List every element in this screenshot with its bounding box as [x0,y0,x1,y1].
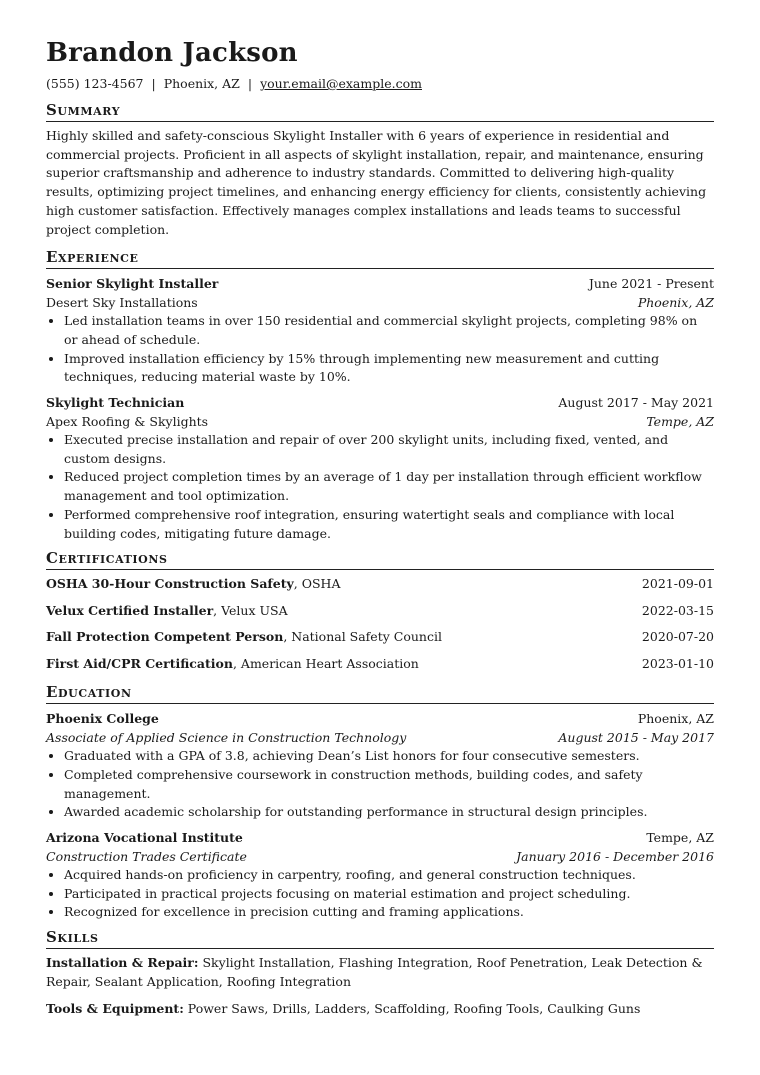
bullet-item: • Performed comprehensive roof integration, ensuring watertight seals and compliance with local building codes, mitigating future damage. [64,506,714,543]
job-entry [46,393,714,543]
skills-section [46,954,714,1018]
certification-date: 2023-01-10 [641,655,714,671]
bullet-item: • Led installation teams in over 150 residential and commercial skylight projects, completing 98% on or ahead of schedule. [64,312,714,349]
bullet-item: • Reduced project completion times by an average of 1 day per installation through efficient workflow management and tool optimization. [64,468,714,505]
job-title-row [46,274,714,293]
bullet-item: • Acquired hands-on proficiency in carpentry, roofing, and general construction techniques. [64,866,714,885]
skill-category: Installation & Repair: [46,955,199,971]
degree-row [46,847,714,866]
school-location: Phoenix, AZ [637,711,714,727]
summary-text: Highly skilled and safety-conscious Skylight Installer with 6 years of experience in residential and commercial projects. Proficient in all aspects of skylight installation, repair, and maintenance, ensuring superior craftsmanship and adherence to industry standards. Committed to delivering high-quality results, optimizing project timelines, and enhancing energy efficiency for clients, consistently achieving high customer satisfaction. Effectively manages complex installations and leads teams to successful project completion. [46,128,707,237]
job-dates: August 2017 - May 2021 [558,395,714,411]
bullet-item: • Graduated with a GPA of 3.8, achieving Dean’s List honors for four consecutive semesters. [64,747,714,766]
bullet-item: • Completed comprehensive coursework in construction methods, building codes, and safety management. [64,766,714,803]
certification-date: 2022-03-15 [641,602,714,618]
job-company-row [46,412,714,431]
skill-items: Skylight Installation, Flashing Integration, Roof Penetration, Leak Detection & Repair, Sealant Application, Roofing Integration [46,955,703,989]
certifications-section [46,571,714,677]
certification-row [46,571,714,598]
school-location: Tempe, AZ [646,830,714,846]
job-location: Tempe, AZ [646,414,714,430]
school-row [46,828,714,847]
certification-date: 2021-09-01 [641,576,714,592]
job-title-row [46,393,714,412]
degree-name: Associate of Applied Science in Construction Technology [46,730,407,746]
job-entry [46,274,714,387]
bullet-item: • Improved installation efficiency by 15% through implementing new measurement and cutting techniques, reducing material waste by 10%. [64,350,714,387]
education-heading: Education [46,683,714,704]
school-row [46,709,714,728]
school-name: Phoenix College [46,711,159,727]
experience-heading: Experience [46,248,714,269]
degree-name: Construction Trades Certificate [46,849,247,865]
job-company: Desert Sky Installations [46,295,198,311]
job-location: Phoenix, AZ [637,295,714,311]
job-role: Senior Skylight Installer [46,276,219,292]
degree-dates: January 2016 - December 2016 [516,849,714,865]
certification-date: 2020-07-20 [641,629,714,645]
email-link[interactable]: your.email@example.com [260,76,422,91]
certification-name: First Aid/CPR Certification [46,655,233,671]
separator: | [151,76,156,91]
education-entry [46,828,714,922]
school-name: Arizona Vocational Institute [46,830,243,846]
certification-issuer: , Velux USA [213,602,288,618]
skills-heading: Skills [46,928,714,949]
summary-heading: Summary [46,101,714,122]
education-bullets [46,747,714,822]
certification-issuer: , OSHA [293,576,341,592]
location: Phoenix, AZ [163,76,240,91]
bullet-item: • Participated in practical projects focusing on material estimation and project scheduling. [64,885,714,904]
job-company: Apex Roofing & Skylights [46,414,209,430]
certification-row [46,624,714,651]
education-entry [46,709,714,822]
certifications-heading: Certifications [46,549,714,570]
phone-number: (555) 123-4567 [46,76,144,91]
contact-line [46,76,714,92]
certification-issuer: , American Heart Association [232,655,419,671]
certification-name: OSHA 30-Hour Construction Safety [46,576,294,592]
candidate-name: Brandon Jackson [46,38,298,68]
experience-section [46,274,714,543]
job-role: Skylight Technician [46,395,185,411]
skill-group [46,954,714,991]
certification-issuer: , National Safety Council [283,629,442,645]
job-bullets [46,431,714,543]
education-section [46,709,714,922]
degree-dates: August 2015 - May 2017 [558,730,714,746]
skill-items: Power Saws, Drills, Ladders, Scaffolding, Roofing Tools, Caulking Guns [183,1000,641,1016]
bullet-item: • Awarded academic scholarship for outstanding performance in structural design principles. [64,803,714,822]
job-dates: June 2021 - Present [588,276,714,292]
bullet-item: • Executed precise installation and repair of over 200 skylight units, including fixed, vented, and custom designs. [64,431,714,468]
education-bullets [46,866,714,922]
job-company-row [46,293,714,312]
certification-name: Fall Protection Competent Person [46,629,284,645]
skill-group [46,1000,714,1019]
separator: | [247,76,253,91]
certification-row [46,651,714,678]
certification-row [46,598,714,625]
certification-name: Velux Certified Installer [46,602,214,618]
degree-row [46,728,714,747]
job-bullets [46,312,714,387]
bullet-item: • Recognized for excellence in precision cutting and framing applications. [64,903,714,922]
skill-category: Tools & Equipment: [46,1000,184,1016]
